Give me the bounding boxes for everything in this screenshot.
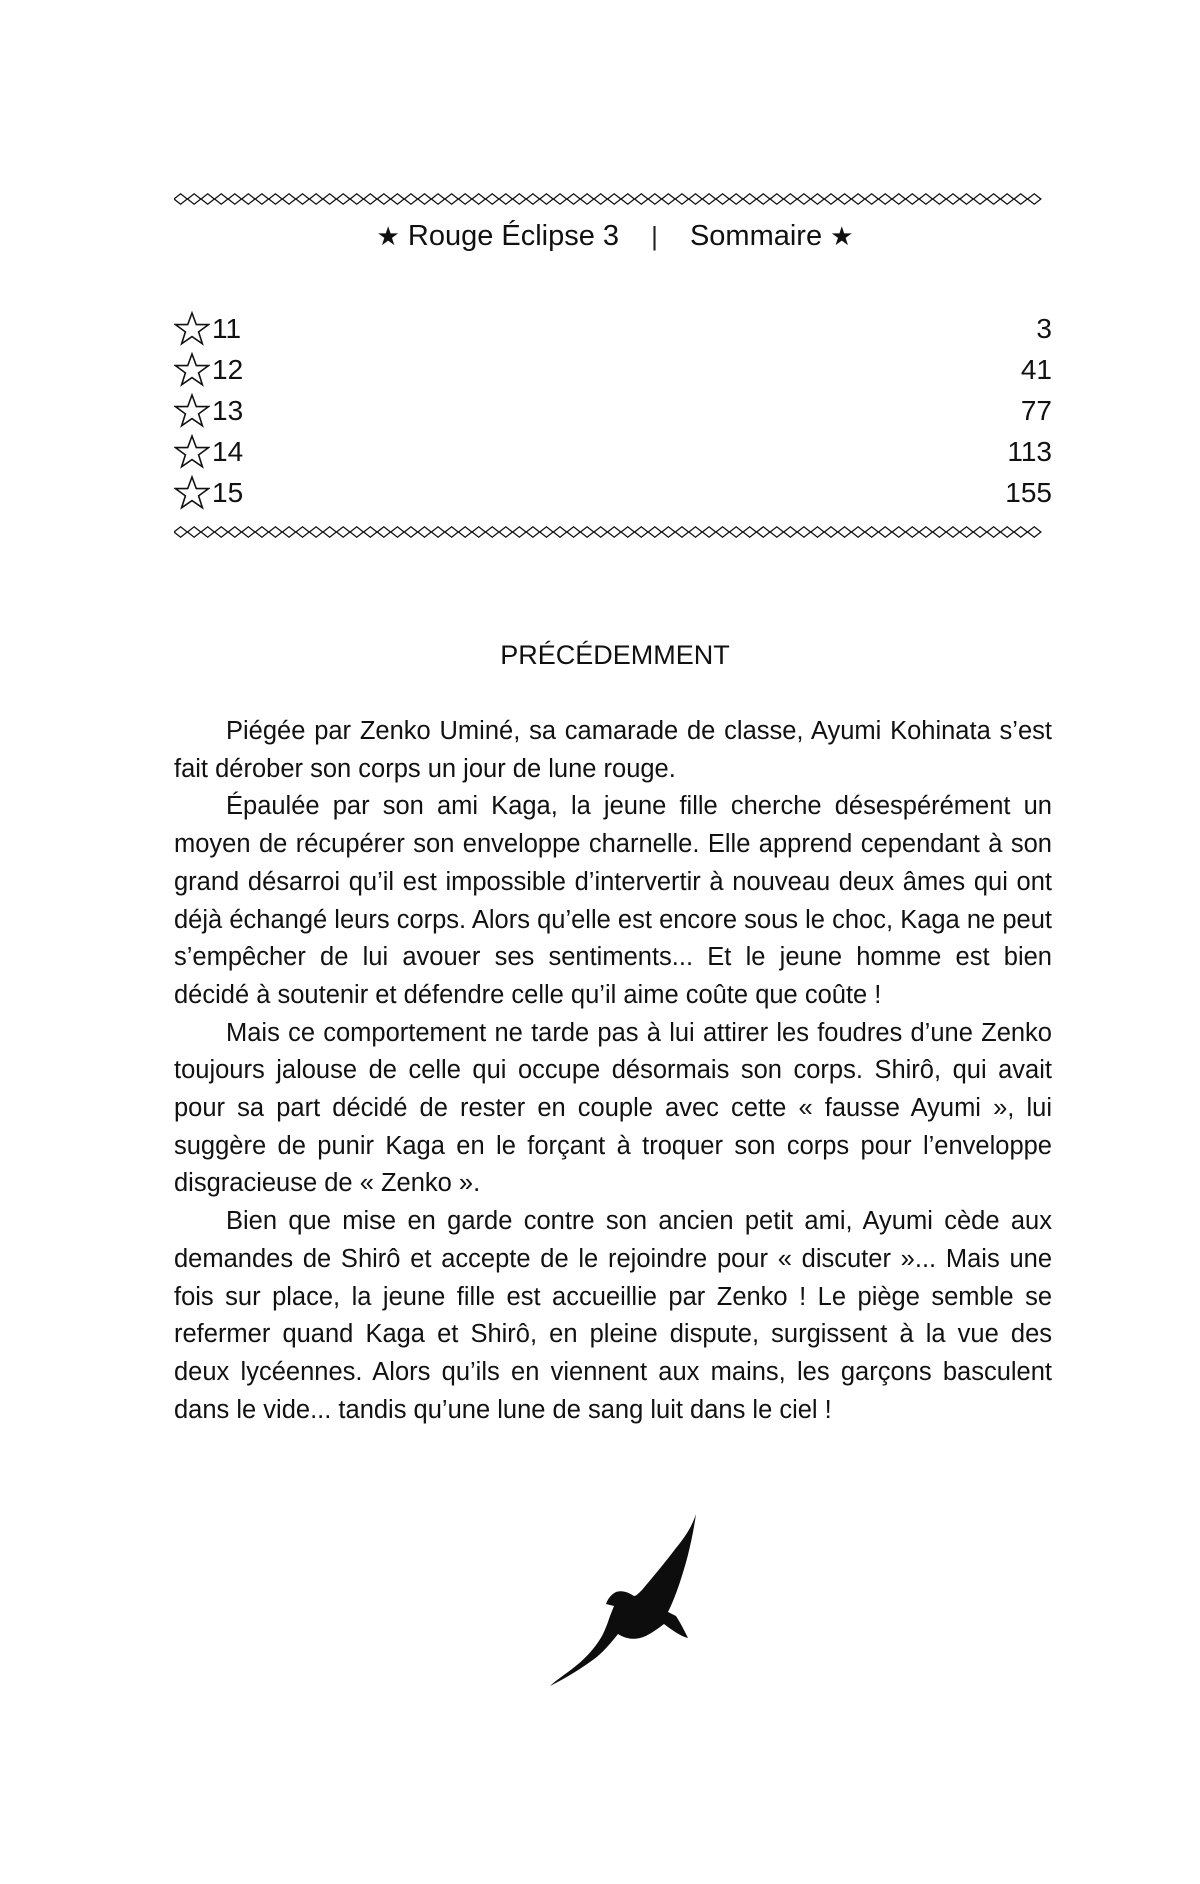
diamond-link <box>364 527 377 537</box>
previously-heading: PRÉCÉDEMMENT <box>500 640 730 670</box>
diamond-link <box>879 527 892 537</box>
diamond-link <box>526 194 539 204</box>
diamond-link <box>255 194 268 204</box>
diamond-link <box>702 194 715 204</box>
toc-chapter <box>174 475 243 511</box>
diamond-link <box>1001 527 1014 537</box>
diamond-link <box>526 527 539 537</box>
toc-chapter-number: 11 <box>212 312 242 344</box>
diamond-link <box>377 194 390 204</box>
diamond-link <box>743 527 756 537</box>
diamond-link <box>553 194 566 204</box>
diamond-link <box>824 527 837 537</box>
diamond-link <box>513 527 526 537</box>
diamond-link <box>973 194 986 204</box>
diamond-link <box>445 194 458 204</box>
diamond-link <box>418 194 431 204</box>
diamond-link <box>933 194 946 204</box>
outline-star-icon <box>174 475 210 511</box>
diamond-link <box>675 527 688 537</box>
diamond-link <box>215 527 228 537</box>
diamond-link <box>919 527 932 537</box>
diamond-link <box>675 194 688 204</box>
diamond-link <box>635 527 648 537</box>
toc-row <box>174 472 1052 513</box>
diamond-link <box>852 194 865 204</box>
diamond-link <box>581 527 594 537</box>
toc-row <box>174 349 1052 390</box>
diamond-link <box>188 527 201 537</box>
diamond-link <box>201 194 214 204</box>
diamond-link <box>337 527 350 537</box>
diamond-link <box>242 194 255 204</box>
diamond-link <box>296 194 309 204</box>
diamond-link <box>919 194 932 204</box>
toc-chapter-number: 14 <box>212 435 244 467</box>
diamond-link <box>702 527 715 537</box>
diamond-link <box>730 527 743 537</box>
diamond-link <box>852 527 865 537</box>
diamond-link <box>865 527 878 537</box>
diamond-link <box>906 194 919 204</box>
diamond-link <box>594 194 607 204</box>
diamond-link <box>1014 194 1027 204</box>
outline-star-icon <box>174 311 210 347</box>
toc-row <box>174 431 1052 472</box>
contents-header <box>0 220 1200 253</box>
diamond-link <box>946 194 959 204</box>
diamond-link <box>296 527 309 537</box>
toc-page-number: 155 <box>1005 476 1052 508</box>
diamond-link <box>540 527 553 537</box>
diamond-link <box>472 194 485 204</box>
diamond-link <box>269 527 282 537</box>
diamond-link <box>513 194 526 204</box>
diamond-link <box>648 527 661 537</box>
toc-chapter <box>174 393 243 429</box>
diamond-link <box>906 527 919 537</box>
outline-star-icon <box>174 434 210 470</box>
diamond-link <box>1001 194 1014 204</box>
diamond-link <box>716 527 729 537</box>
toc-chapter-number: 12 <box>212 353 244 385</box>
diamond-link <box>310 527 323 537</box>
diamond-link <box>459 194 472 204</box>
diamond-link <box>797 194 810 204</box>
previously-summary <box>174 713 1052 1429</box>
diamond-link <box>838 527 851 537</box>
toc-chapter-number: 13 <box>212 394 244 426</box>
diamond-link <box>689 194 702 204</box>
toc-row <box>174 390 1052 431</box>
diamond-link <box>865 194 878 204</box>
diamond-link <box>174 527 187 537</box>
diamond-link <box>716 194 729 204</box>
star-right-icon: ★ <box>830 221 854 251</box>
diamond-chain-icon <box>174 521 1052 543</box>
diamond-link <box>364 194 377 204</box>
diamond-link <box>418 527 431 537</box>
diamond-link <box>269 194 282 204</box>
diamond-link <box>445 527 458 537</box>
diamond-link <box>350 527 363 537</box>
diamond-link <box>228 194 241 204</box>
diamond-link <box>486 527 499 537</box>
table-of-contents <box>174 308 1052 513</box>
summary-paragraph: Épaulée par son ami Kaga, la jeune fille cherche désespérément un moyen de récupérer son enveloppe charnelle. Elle apprend cependant à son grand désarroi qu’il est impossible d’intervertir à nouveau deux âmes qui ont déjà échangé leurs corps. Alors qu’elle est encore sous le choc, Kaga ne peut s’empêcher de lui avouer ses sentiments... Et le jeune homme est bien décidé à soutenir et défendre celle qu’il aime coûte que coûte ! <box>174 792 1052 1009</box>
toc-chapter-number: 15 <box>212 476 244 508</box>
diamond-link <box>824 194 837 204</box>
contents-label: Sommaire <box>689 220 823 252</box>
diamond-link <box>201 527 214 537</box>
diamond-link <box>933 527 946 537</box>
diamond-link <box>784 527 797 537</box>
diamond-link <box>987 194 1000 204</box>
diamond-link <box>892 194 905 204</box>
diamond-link <box>310 194 323 204</box>
diamond-link <box>730 194 743 204</box>
diamond-link <box>431 194 444 204</box>
diamond-link <box>404 194 417 204</box>
diamond-link <box>608 527 621 537</box>
diamond-link <box>689 527 702 537</box>
outline-star-icon <box>174 393 210 429</box>
diamond-link <box>391 527 404 537</box>
diamond-link <box>323 527 336 537</box>
diamond-chain-icon <box>174 188 1052 210</box>
summary-paragraph: Bien que mise en garde contre son ancien petit ami, Ayumi cède aux demandes de Shirô et accepte de le rejoindre pour « discuter »... Mais une fois sur place, la jeune fille est accueillie par Zenko ! Le piège semble se refermer quand Kaga et Shirô, en pleine dispute, surgissent à la vue des deux lycéennes. Alors qu’ils en viennent aux mains, les garçons basculent dans le vide... tandis qu’une lune de sang luit dans le ciel ! <box>174 1207 1052 1424</box>
toc-page-number: 77 <box>1020 394 1052 426</box>
diamond-link <box>282 527 295 537</box>
diamond-link <box>282 194 295 204</box>
diamond-link <box>757 194 770 204</box>
book-title: Rouge Éclipse 3 <box>407 220 620 252</box>
diamond-link <box>553 527 566 537</box>
diamond-link <box>784 194 797 204</box>
diamond-link <box>811 194 824 204</box>
diamond-link <box>973 527 986 537</box>
diamond-link <box>594 527 607 537</box>
title-separator: | <box>651 221 658 251</box>
summary-paragraph: Mais ce comportement ne tarde pas à lui attirer les foudres d’une Zenko toujours jalouse de celle qui occupe désormais son corps. Shirô, qui avait pour sa part décidé de rester en couple avec cette « fausse Ayumi », lui suggère de punir Kaga en le forçant à troquer son corps pour l’enveloppe disgracieuse de « Zenko ». <box>174 1018 1052 1198</box>
diamond-link <box>892 527 905 537</box>
diamond-link <box>635 194 648 204</box>
diamond-link <box>323 194 336 204</box>
diamond-link <box>987 527 1000 537</box>
diamond-link <box>404 527 417 537</box>
diamond-link <box>459 527 472 537</box>
diamond-link <box>242 527 255 537</box>
outline-star-icon <box>174 352 210 388</box>
diamond-link <box>215 194 228 204</box>
diamond-link <box>188 194 201 204</box>
diamond-link <box>621 194 634 204</box>
toc-chapter <box>174 352 243 388</box>
diamond-link <box>757 527 770 537</box>
diamond-link <box>1028 194 1041 204</box>
diamond-link <box>567 527 580 537</box>
toc-chapter <box>174 311 241 347</box>
star-left-icon: ★ <box>376 221 400 251</box>
diamond-link <box>648 194 661 204</box>
summary-paragraph: Piégée par Zenko Uminé, sa camarade de classe, Ayumi Kohinata s’est fait dérober son corps un jour de lune rouge. <box>174 717 1052 783</box>
diamond-link <box>228 527 241 537</box>
diamond-link <box>337 194 350 204</box>
flying-bird-icon <box>548 1512 708 1687</box>
toc-page-number: 113 <box>1007 435 1052 467</box>
diamond-link <box>946 527 959 537</box>
diamond-link <box>608 194 621 204</box>
diamond-link <box>879 194 892 204</box>
diamond-link <box>499 194 512 204</box>
diamond-link <box>472 527 485 537</box>
diamond-link <box>255 527 268 537</box>
diamond-link <box>662 194 675 204</box>
diamond-link <box>770 527 783 537</box>
diamond-link <box>621 527 634 537</box>
diamond-link <box>1028 527 1041 537</box>
diamond-link <box>567 194 580 204</box>
diamond-link <box>174 194 187 204</box>
diamond-link <box>662 527 675 537</box>
diamond-link <box>838 194 851 204</box>
diamond-link <box>486 194 499 204</box>
diamond-link <box>581 194 594 204</box>
diamond-link <box>540 194 553 204</box>
diamond-link <box>377 527 390 537</box>
toc-row <box>174 308 1052 349</box>
diamond-link <box>960 527 973 537</box>
diamond-link <box>431 527 444 537</box>
diamond-link <box>391 194 404 204</box>
diamond-link <box>499 527 512 537</box>
diamond-link <box>743 194 756 204</box>
diamond-link <box>797 527 810 537</box>
diamond-link <box>770 194 783 204</box>
diamond-link <box>1014 527 1027 537</box>
toc-chapter <box>174 434 243 470</box>
diamond-link <box>811 527 824 537</box>
toc-page-number: 3 <box>1036 312 1052 344</box>
diamond-link <box>960 194 973 204</box>
diamond-link <box>350 194 363 204</box>
toc-page-number: 41 <box>1020 353 1052 385</box>
